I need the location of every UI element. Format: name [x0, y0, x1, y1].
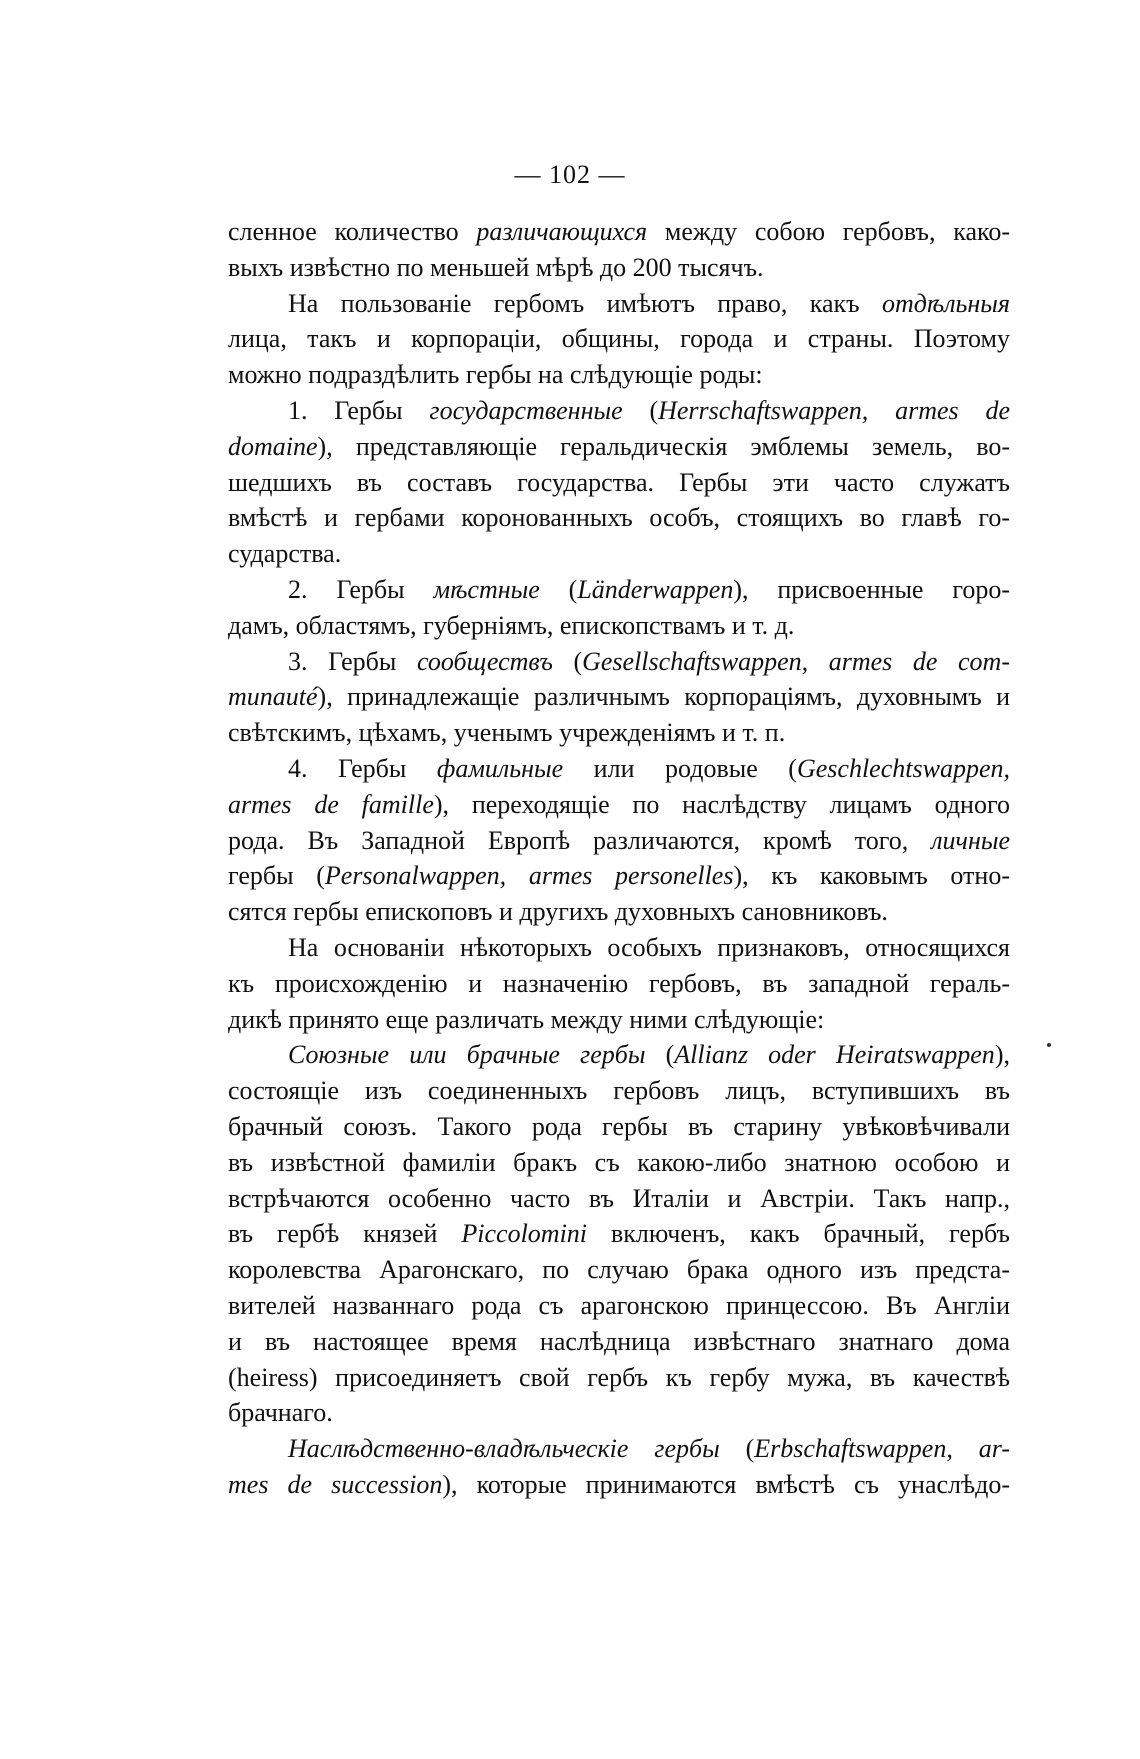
page-number: — 102 — [514, 160, 626, 189]
text-run: шедшихъ въ составъ государства. Гербы эти часто служатъ [228, 467, 1010, 497]
text-run: встрѣчаются особенно часто въ Италіи и Австріи. Такъ напр., [228, 1183, 1010, 1213]
text-line [228, 751, 1010, 787]
text-run: ), переходящіе по наслѣдству лицамъ одного [433, 789, 1010, 819]
text-line [228, 500, 1010, 536]
body-text [228, 214, 1010, 1503]
italic-term: фамильные [436, 753, 564, 783]
text-run: ), принадлежащіе различнымъ корпораціямъ, духовнымъ и [317, 682, 1010, 712]
text-run: На основаніи нѣкоторыхъ особыхъ признаковъ, относящихся [288, 932, 1010, 962]
text-line [228, 1360, 1010, 1396]
text-line [228, 787, 1010, 823]
italic-term: munauté [228, 682, 318, 712]
italic-term: Länderwappen [577, 574, 734, 604]
text-run: ), къ каковымъ отно- [733, 861, 1010, 891]
text-line [228, 357, 1010, 393]
text-line [228, 286, 1010, 322]
text-run: дамъ, областямъ, губерніямъ, епископствамъ и т. д. [228, 610, 795, 640]
text-run: и въ настоящее время наслѣдница извѣстнаго знатнаго дома [228, 1326, 1010, 1356]
text-line [228, 1145, 1010, 1181]
italic-term: Piccolomini [461, 1219, 588, 1249]
italic-term: Allianz oder Heiratswappen [674, 1040, 995, 1070]
italic-term: государственные [429, 395, 623, 425]
text-run: (heiress) присоединяетъ свой гербъ къ гербу мужа, въ качествѣ [228, 1362, 1010, 1392]
text-run: ), которые принимаются вмѣстѣ съ унаслѣдо- [442, 1469, 1010, 1499]
text-run: ( [539, 574, 578, 604]
text-run: ), представляющіе геральдическія эмблемы земель, во- [317, 431, 1010, 461]
italic-term: Herrschaftswappen, armes de [658, 395, 1010, 425]
text-run: состоящіе изъ соединенныхъ гербовъ лицъ, вступившихъ въ [228, 1076, 1010, 1106]
text-line [228, 858, 1010, 894]
text-run: ( [719, 1434, 755, 1464]
text-run: между собою гербовъ, како- [647, 217, 1010, 246]
text-run: къ происхожденію и назначенію гербовъ, въ западной гераль- [228, 968, 1010, 998]
italic-term: отдѣльныя [881, 288, 1010, 318]
text-line [228, 644, 1010, 680]
text-line [228, 1109, 1010, 1145]
italic-term: мѣстные [433, 574, 540, 604]
italic-term: Geschlechtswappen, [796, 753, 1010, 783]
text-run: въ извѣстной фамиліи бракъ съ какою-либо знатною особою и [228, 1147, 1010, 1177]
italic-term: Erbschaftswappen, ar- [754, 1434, 1010, 1464]
text-line [228, 1181, 1010, 1217]
text-line [228, 465, 1010, 501]
text-run: можно подраздѣлить гербы на слѣдующіе роды: [228, 360, 763, 390]
text-run: дикѣ принято еще различать между ними слѣдующіе: [228, 1004, 825, 1034]
text-line [228, 715, 1010, 751]
text-run: вителей названнаго рода съ арагонскою принцессою. Въ Англіи [228, 1290, 1010, 1320]
text-line [228, 679, 1010, 715]
text-run: брачный союзъ. Такого рода гербы въ старину увѣковѣчивали [228, 1111, 1010, 1141]
text-line [228, 1288, 1010, 1324]
text-line [228, 1395, 1010, 1431]
text-line [228, 823, 1010, 859]
text-line [228, 250, 1010, 286]
italic-term: armes de famille [228, 789, 434, 819]
text-run: ), [994, 1040, 1010, 1070]
text-line [228, 1216, 1010, 1252]
text-run: вмѣстѣ и гербами коронованныхъ особъ, стоящихъ во главѣ го- [228, 503, 1010, 533]
text-run: выхъ извѣстно по меньшей мѣрѣ до 200 тысячъ. [228, 252, 764, 282]
text-run: На пользованіе гербомъ имѣютъ право, какъ [288, 288, 882, 318]
text-run: гербы ( [228, 861, 325, 891]
text-run: въ гербѣ князей [228, 1219, 462, 1249]
text-line [228, 1431, 1010, 1467]
italic-term: Наслѣдственно-владѣльческіе гербы [288, 1434, 720, 1464]
text-run: сударства. [228, 539, 342, 569]
text-line [228, 1324, 1010, 1360]
print-speck [1047, 1043, 1051, 1047]
text-line [228, 572, 1010, 608]
text-run: брачнаго. [228, 1398, 333, 1428]
text-run: ( [552, 646, 583, 676]
text-run: лица, такъ и корпораціи, общины, города и страны. Поэтому [228, 324, 1010, 354]
text-run: ( [622, 395, 659, 425]
text-run: свѣтскимъ, цѣхамъ, ученымъ учрежденіямъ и т. п. [228, 718, 786, 748]
text-line [228, 1037, 1010, 1073]
text-run: ), присвоенные горо- [733, 574, 1010, 604]
text-line [228, 393, 1010, 429]
text-line [228, 1252, 1010, 1288]
text-run: 1. Гербы [288, 395, 430, 425]
text-line [228, 1467, 1010, 1503]
text-run: сятся гербы епископовъ и другихъ духовныхъ сановниковъ. [228, 897, 888, 927]
text-line [228, 930, 1010, 966]
text-line [228, 1073, 1010, 1109]
text-run: сленное количество [228, 217, 477, 246]
italic-term: Союзные или брачные гербы [288, 1040, 646, 1070]
text-run: 2. Гербы [288, 574, 434, 604]
italic-term: личные [931, 825, 1010, 855]
text-line [228, 894, 1010, 930]
italic-term: domaine [228, 431, 318, 461]
text-line [228, 321, 1010, 357]
italic-term: различающихся [476, 217, 648, 246]
italic-term: mes de succession [228, 1469, 443, 1499]
text-run: 3. Гербы [288, 646, 417, 676]
text-line [228, 966, 1010, 1002]
text-run: королевства Арагонскаго, по случаю брака одного изъ предста- [228, 1255, 1010, 1285]
italic-term: Personalwappen, armes personelles [324, 861, 734, 891]
text-run: рода. Въ Западной Европѣ различаются, кромѣ того, [228, 825, 932, 855]
text-line [228, 536, 1010, 572]
text-line [228, 214, 1010, 250]
text-run: включенъ, какъ брачный, гербъ [587, 1219, 1010, 1249]
text-line [228, 429, 1010, 465]
italic-term: сообществъ [416, 646, 553, 676]
text-run: или родовые ( [563, 753, 797, 783]
text-line [228, 608, 1010, 644]
text-line [228, 1002, 1010, 1038]
text-run: ( [645, 1040, 675, 1070]
text-run: 4. Гербы [288, 753, 437, 783]
italic-term: Gesellschaftswappen, armes de com- [582, 646, 1010, 676]
